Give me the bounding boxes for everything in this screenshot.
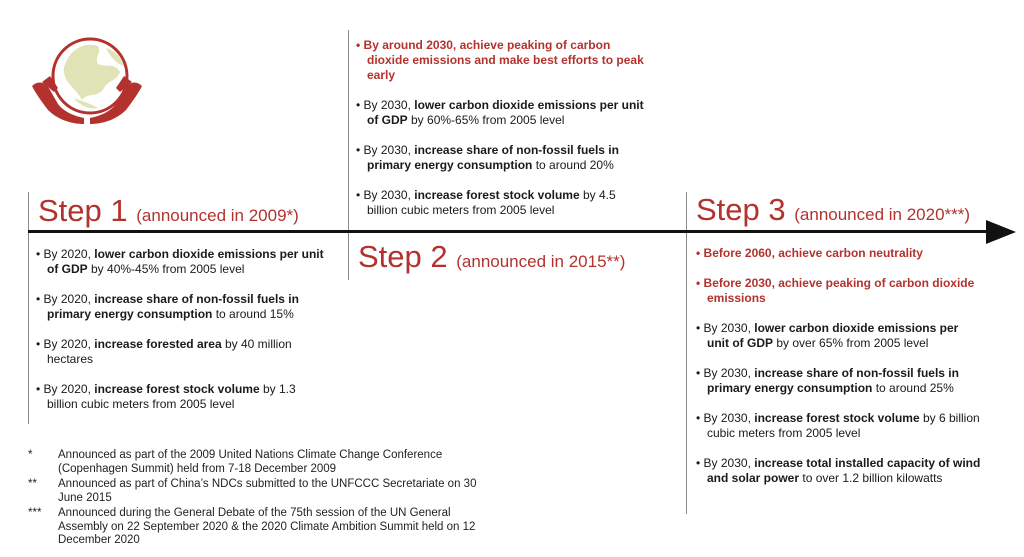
footnote: ** Announced as part of China’s NDCs submitted to the UNFCCC Secretariate on 30 June 2015 [28,478,477,504]
step2-title: Step 2 (announced in 2015**) [358,239,626,274]
list-item: • By 2030, increase forest stock volume by 4.5 billion cubic meters from 2005 level [356,188,616,217]
list-item: • By 2030, lower carbon dioxide emissions per unit of GDP by 60%-65% from 2005 level [356,98,644,127]
divider-step2 [348,30,349,280]
list-item-highlight: • Before 2060, achieve carbon neutrality [696,246,923,260]
list-item: • By 2020, increase share of non-fossil fuels in primary energy consumption to around 15% [36,292,299,321]
list-item-highlight: • Before 2030, achieve peaking of carbon dioxide emissions [696,276,975,305]
list-item: • By 2030, lower carbon dioxide emissions per unit of GDP by over 65% from 2005 level [696,321,959,350]
divider-step1 [28,192,29,424]
step2-announced: (announced in 2015**) [456,252,626,271]
list-item: • By 2030, increase total installed capacity of wind and solar power to over 1.2 billion kilowatts [696,456,981,485]
list-item: • By 2030, increase forest stock volume by 6 billion cubic meters from 2005 level [696,411,980,440]
footnotes [28,449,478,550]
step1-bullets [36,247,326,427]
divider-step3 [686,192,687,514]
list-item: • By 2030, increase share of non-fossil fuels in primary energy consumption to around 25% [696,366,959,395]
list-item-highlight: • By around 2030, achieve peaking of carbon dioxide emissions and make best efforts to peak early [356,38,644,82]
step1-title: Step 1 (announced in 2009*) [38,193,299,228]
footnote: * Announced as part of the 2009 United Nations Climate Change Conference (Copenhagen Summit) held from 7-18 December 2009 [28,449,443,475]
step3-title: Step 3 (announced in 2020***) [696,192,971,227]
list-item: • By 2020, increase forest stock volume by 1.3 billion cubic meters from 2005 level [36,382,296,411]
list-item: • By 2020, increase forested area by 40 million hectares [36,337,292,366]
footnote: *** Announced during the General Debate of the 75th session of the UN General Assembly on 22 September 2020 & the 2020 Climate Ambition Summit held on 12 December 2020 [28,507,476,546]
step3-bullets [696,246,981,501]
timeline-arrow-icon [986,220,1016,244]
step3-announced: (announced in 2020***) [794,205,971,224]
step1-announced: (announced in 2009*) [136,206,299,225]
list-item: • By 2020, lower carbon dioxide emissions per unit of GDP by 40%-45% from 2005 level [36,247,324,276]
list-item: • By 2030, increase share of non-fossil fuels in primary energy consumption to around 20% [356,143,619,172]
hands-holding-globe-icon [28,26,146,138]
step2-bullets [356,38,646,233]
